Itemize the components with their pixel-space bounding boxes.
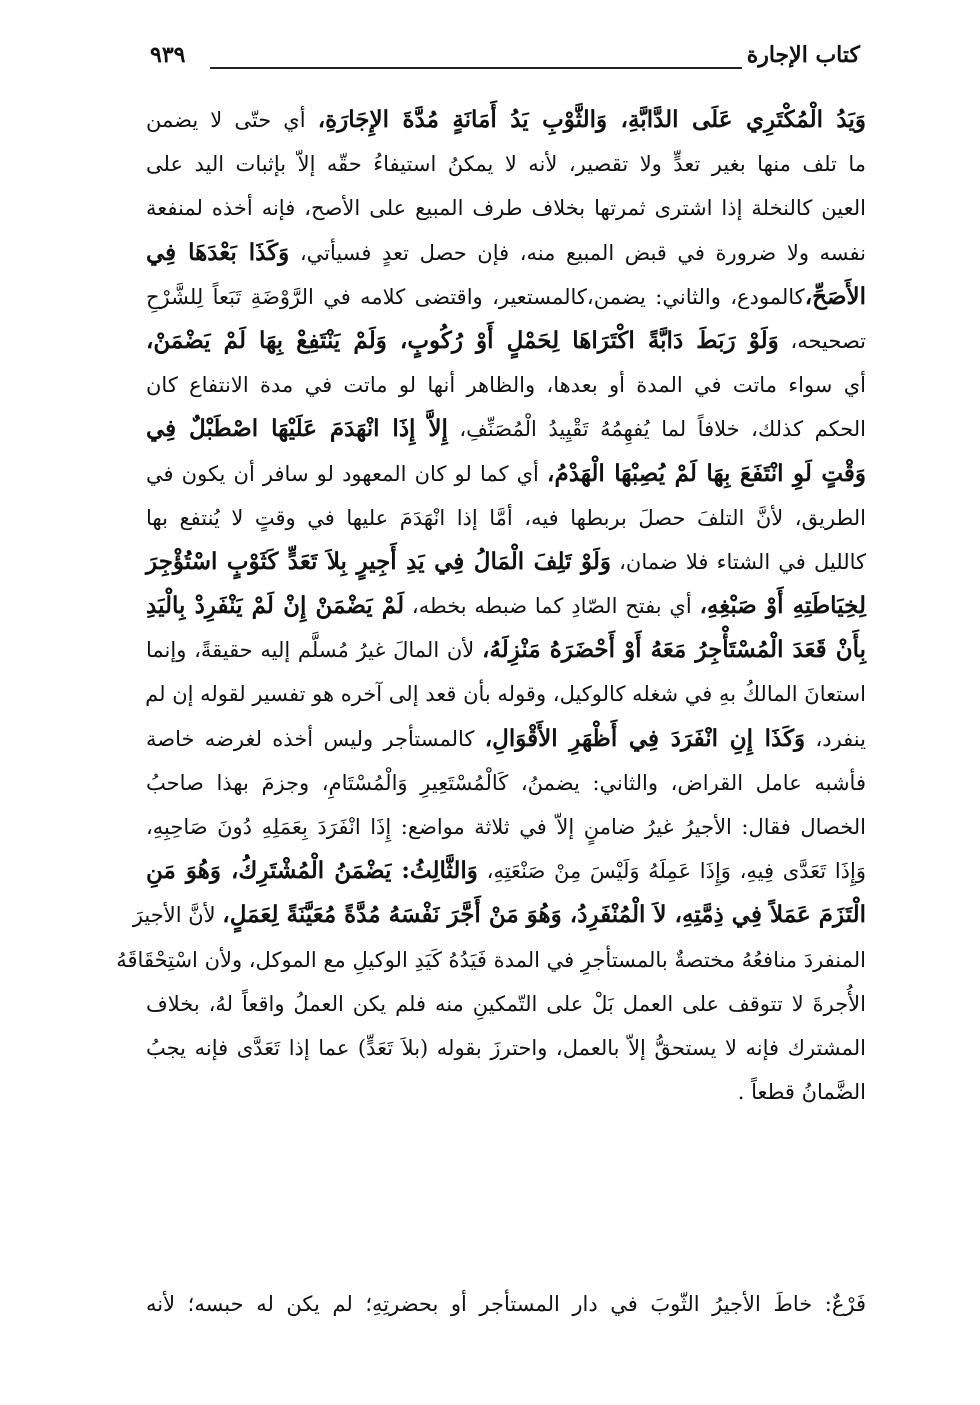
text-line bbox=[146, 849, 866, 893]
commentary-text: الأُجرةَ لا تتوقف على العمل بَلْ على التّمكينِ منه فلم يكن العملُ واقعاً لهُ، بخلاف bbox=[146, 991, 866, 1016]
text-line bbox=[146, 98, 866, 142]
commentary-text: كالليل في الشتاء فلا ضمان، bbox=[610, 549, 866, 574]
matn-text: لَمْ يَضْمَنْ إِنْ لَمْ يَنْفَرِدْ بِالْيَدِ bbox=[146, 592, 405, 620]
text-line bbox=[146, 584, 866, 628]
commentary-text: أي حتّى لا يضمن bbox=[146, 108, 318, 132]
commentary-text: الحكم كذلك، خلافاً لما يُفهِمُهُ تَقْيِيدُ الْمُصَنِّفِ، bbox=[447, 417, 866, 442]
commentary-text: أي بفتح الصّادِ كما ضبطه بخطه، bbox=[404, 594, 700, 619]
commentary-text: المنفردَ منافعُهُ مختصةٌ بالمستأجرِ في المدة فَيَدُهُ كَيَدِ الوكيلِ مع الموكل، ولأن اسْتِحْقَاقَهُ bbox=[116, 947, 866, 972]
text-line bbox=[146, 628, 866, 672]
text-line bbox=[146, 761, 866, 805]
matn-text: إِلاَّ إِذَا انْهَدَمَ عَلَيْهَا اصْطَبْلٌ فِي bbox=[146, 415, 448, 443]
text-line bbox=[116, 938, 866, 982]
header-rule bbox=[210, 67, 742, 69]
matn-text: لِخِيَاطَتِهِ أَوْ صَبْغِهِ، bbox=[699, 592, 866, 620]
commentary-text: استعانَ المالكُ بهِ في شغله كالوكيل، وقوله بأن قعد إلى آخره هو تفسير لقوله إن لم bbox=[145, 682, 866, 707]
text-line bbox=[146, 805, 866, 849]
commentary-text: ينفرد، bbox=[805, 726, 866, 751]
matn-text: وَالثَّالِثُ: يَضْمَنُ الْمُشْتَرِكُ، وَهُوَ مَنِ bbox=[146, 857, 478, 885]
text-line bbox=[146, 142, 866, 186]
text-line bbox=[146, 672, 866, 716]
commentary-text: لأنَّ الأجيرَ bbox=[132, 903, 223, 928]
text-line bbox=[146, 1026, 866, 1070]
commentary-text: الطريق، لأنَّ التلفَ حصلَ بربطها فيه، أمَّا إذا انْهَدَمَ عليها في وقتٍ لا يُنتفع بها bbox=[146, 505, 866, 530]
text-line bbox=[146, 319, 866, 363]
commentary-text: ما تلف منها بغير تعدٍّ ولا تقصير، لأنه لا يمكنُ استيفاءُ حقّه إلاّ بإثبات اليد على bbox=[146, 152, 866, 177]
text-line bbox=[146, 452, 866, 496]
commentary-text: الضَّمانُ قطعاً . bbox=[737, 1080, 866, 1105]
text-line bbox=[146, 231, 866, 275]
commentary-text: الخصال فقال: الأجيرُ غيرُ ضامنٍ إلاّ في ثلاثة مواضع: إِذَا انْفَرَدَ بِعَمَلِهِ دُونَ صَاحِبِهِ، bbox=[146, 815, 866, 839]
commentary-text: فأشبه عامل القراض، والثاني: يضمنُ، كَالْمُسْتَعِيرِ وَالْمُسْتَامِ، وجزمَ بهذا صاحبُ bbox=[146, 770, 866, 795]
matn-text: وَلَوْ تَلِفَ الْمَالُ فِي يَدِ أَجِيرٍ بِلاَ تَعَدٍّ كَثَوْبٍ اسْتُؤْجِرَ bbox=[146, 547, 611, 575]
matn-text: الأَصَحِّ، bbox=[804, 282, 866, 310]
main-text bbox=[116, 98, 867, 1114]
matn-text: الْتَزَمَ عَمَلاً فِي ذِمَّتِهِ، لاَ الْمُنْفَرِدُ، وَهُوَ مَنْ أَجَّرَ نَفْسَهُ مُدَّةً مُعَيَّنَةً لِعَمَلٍ، bbox=[222, 901, 866, 929]
matn-text: وَيَدُ الْمُكْتَرِي عَلَى الدَّابَّةِ، وَالثَّوْبِ يَدُ أَمَانَةٍ مُدَّةَ الإِجَارَةِ، bbox=[317, 106, 867, 133]
text-line bbox=[146, 407, 866, 451]
text-line bbox=[146, 982, 866, 1026]
commentary-text: المشترك فإنه لا يستحقُّ إلاّ بالعمل، واحترزَ بقوله (بلاَ تَعَدٍّ) عما إذا تَعَدَّى فإنه يجبُ bbox=[146, 1035, 866, 1060]
commentary-text: وَإِذَا تَعَدَّى فِيهِ، وَإِذَا عَمِلَهُ وَلَيْسَ مِنْ صَنْعَتِهِ، bbox=[477, 859, 866, 884]
commentary-text: لأن المالَ غيرُ مُسلَّم إليه حقيقةً، وإنما bbox=[146, 638, 482, 663]
commentary-text: تصحيحه، bbox=[778, 328, 866, 353]
text-line bbox=[146, 496, 866, 540]
commentary-text: كالمودع، والثاني: يضمن،كالمستعير، واقتضى كلامه في الرَّوْضَةِ تَبَعاً لِلشَّرْحِ bbox=[146, 284, 805, 309]
matn-text: وَقْتٍ لَوِ انْتَفَعَ بِهَا لَمْ يُصِبْهَا الْهَدْمُ، bbox=[547, 459, 866, 487]
matn-text: وَلَوْ رَبَطَ دَابَّةً اكْتَرَاهَا لِحَمْلٍ أَوْ رُكُوبٍ، وَلَمْ يَنْتَفِعْ بِهَا لَمْ يَضْمَنْ، bbox=[146, 326, 779, 354]
matn-text: وَكَذَا بَعْدَهَا فِي bbox=[146, 238, 290, 266]
commentary-text: كالمستأجر وليس أخذه لغرضه خاصة bbox=[146, 726, 485, 751]
matn-text: وَكَذَا إِنِ انْفَرَدَ فِي أَظْهَرِ الأَقْوَالِ، bbox=[484, 724, 806, 752]
text-line bbox=[146, 1070, 866, 1114]
footnote-branch: فَرْعٌ: خاطَ الأجيرُ الثّوبَ في دار المستأجر أو بحضرتِهِ؛ لم يكن له حبسه؛ لأنه bbox=[146, 1292, 866, 1316]
text-line bbox=[146, 186, 866, 230]
page-header bbox=[150, 40, 860, 74]
page-number: ٩٣٩ bbox=[150, 42, 186, 68]
commentary-text: العين كالنخلة إذا اشترى ثمرتها بخلاف طرف المبيع على الأصح، فإنه أخذه لمنفعة bbox=[146, 196, 866, 221]
commentary-text: أي سواء ماتت في المدة أو بعدها، والظاهر أنها لو ماتت في مدة الانتفاع كان bbox=[146, 373, 866, 398]
text-line bbox=[146, 275, 866, 319]
text-line bbox=[132, 893, 866, 937]
running-title: كتاب الإجارة bbox=[746, 42, 860, 68]
commentary-text: أي كما لو كان المعهود لو سافر أن يكون في bbox=[146, 461, 548, 486]
commentary-text: نفسه ولا ضرورة في قبض المبيع منه، فإن حصل تعدٍ فسيأتي، bbox=[289, 240, 867, 265]
text-line bbox=[146, 717, 866, 761]
text-line bbox=[146, 540, 866, 584]
matn-text: بِأَنْ قَعَدَ الْمُسْتَأْجِرُ مَعَهُ أَوْ أَحْضَرَهُ مَنْزِلَهُ، bbox=[481, 636, 866, 664]
text-line bbox=[146, 363, 866, 407]
